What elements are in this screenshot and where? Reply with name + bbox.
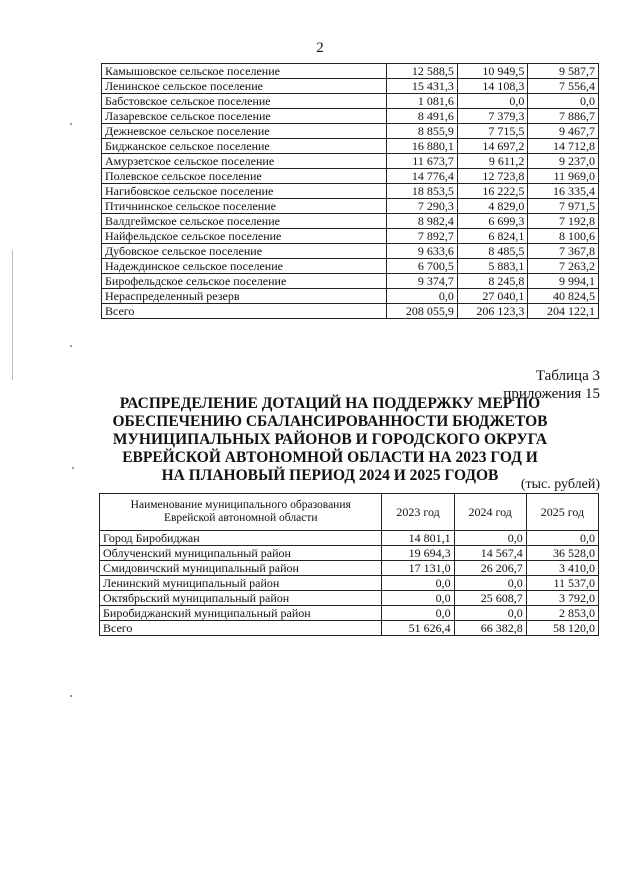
cell-value: 14 697,2 — [457, 139, 528, 154]
cell-value: 7 290,3 — [387, 199, 458, 214]
cell-value: 206 123,3 — [457, 304, 528, 319]
cell-value: 36 528,0 — [526, 546, 598, 561]
cell-name: Ленинское сельское поселение — [102, 79, 387, 94]
header-municipality-line1: Наименование муниципального образования — [130, 499, 351, 511]
cell-value: 0,0 — [454, 576, 526, 591]
cell-name: Октябрьский муниципальный район — [100, 591, 382, 606]
table-row — [100, 546, 599, 561]
cell-name: Ленинский муниципальный район — [100, 576, 382, 591]
cell-name: Дубовское сельское поселение — [102, 244, 387, 259]
cell-name: Бабстовское сельское поселение — [102, 94, 387, 109]
table-row — [102, 184, 599, 199]
cell-name: Нагибовское сельское поселение — [102, 184, 387, 199]
title-line: НА ПЛАНОВЫЙ ПЕРИОД 2024 И 2025 ГОДОВ — [161, 467, 499, 484]
cell-name: Биджанское сельское поселение — [102, 139, 387, 154]
cell-value: 7 892,7 — [387, 229, 458, 244]
cell-value: 0,0 — [526, 531, 598, 546]
cell-value: 16 222,5 — [457, 184, 528, 199]
cell-value: 14 801,1 — [382, 531, 454, 546]
cell-name: Дежневское сельское поселение — [102, 124, 387, 139]
cell-value: 7 379,3 — [457, 109, 528, 124]
table-row — [102, 124, 599, 139]
cell-value: 18 853,5 — [387, 184, 458, 199]
cell-name: Всего — [100, 621, 382, 636]
cell-value: 27 040,1 — [457, 289, 528, 304]
header-2024: 2024 год — [454, 494, 526, 531]
header-municipality — [100, 494, 382, 531]
cell-name: Камышовское сельское поселение — [102, 64, 387, 79]
title-line: МУНИЦИПАЛЬНЫХ РАЙОНОВ И ГОРОДСКОГО ОКРУГА — [112, 431, 548, 448]
cell-value: 7 556,4 — [528, 79, 599, 94]
cell-value: 17 131,0 — [382, 561, 454, 576]
title-line: ОБЕСПЕЧЕНИЮ СБАЛАНСИРОВАННОСТИ БЮДЖЕТОВ — [112, 413, 548, 430]
cell-value: 0,0 — [382, 591, 454, 606]
cell-value: 9 587,7 — [528, 64, 599, 79]
cell-value: 25 608,7 — [454, 591, 526, 606]
table-row — [100, 591, 599, 606]
cell-value: 16 335,4 — [528, 184, 599, 199]
header-2025: 2025 год — [526, 494, 598, 531]
cell-value: 0,0 — [528, 94, 599, 109]
subsidies-table — [99, 493, 599, 636]
cell-value: 0,0 — [457, 94, 528, 109]
cell-value: 0,0 — [454, 606, 526, 621]
cell-value: 51 626,4 — [382, 621, 454, 636]
cell-value: 3 410,0 — [526, 561, 598, 576]
scan-speck — [70, 123, 72, 125]
cell-value: 2 853,0 — [526, 606, 598, 621]
table-row — [100, 576, 599, 591]
table-row — [102, 274, 599, 289]
cell-value: 40 824,5 — [528, 289, 599, 304]
table-row — [102, 289, 599, 304]
table-caption-line2: приложения 15 — [503, 386, 600, 402]
cell-value: 204 122,1 — [528, 304, 599, 319]
table-row — [102, 79, 599, 94]
cell-value: 1 081,6 — [387, 94, 458, 109]
cell-value: 11 969,0 — [528, 169, 599, 184]
table-header-row — [100, 494, 599, 531]
table-row — [100, 531, 599, 546]
cell-value: 16 880,1 — [387, 139, 458, 154]
cell-name: Полевское сельское поселение — [102, 169, 387, 184]
scan-speck — [70, 695, 72, 697]
cell-value: 7 715,5 — [457, 124, 528, 139]
table-row — [100, 606, 599, 621]
cell-value: 6 700,5 — [387, 259, 458, 274]
header-municipality-line2: Еврейской автономной области — [163, 512, 318, 524]
cell-value: 7 971,5 — [528, 199, 599, 214]
cell-name: Птичнинское сельское поселение — [102, 199, 387, 214]
cell-name: Найфельдское сельское поселение — [102, 229, 387, 244]
cell-value: 8 100,6 — [528, 229, 599, 244]
cell-value: 9 467,7 — [528, 124, 599, 139]
cell-value: 9 374,7 — [387, 274, 458, 289]
scan-speck — [70, 345, 72, 347]
page-number: 2 — [316, 40, 324, 56]
cell-value: 10 949,5 — [457, 64, 528, 79]
cell-value: 9 611,2 — [457, 154, 528, 169]
cell-value: 12 588,5 — [387, 64, 458, 79]
cell-value: 8 491,6 — [387, 109, 458, 124]
table-row — [102, 154, 599, 169]
cell-name: Смидовичский муниципальный район — [100, 561, 382, 576]
cell-value: 7 886,7 — [528, 109, 599, 124]
cell-value: 208 055,9 — [387, 304, 458, 319]
table-row — [102, 259, 599, 274]
table-row — [102, 304, 599, 319]
cell-value: 12 723,8 — [457, 169, 528, 184]
cell-value: 14 567,4 — [454, 546, 526, 561]
section-title — [80, 395, 580, 485]
cell-value: 8 855,9 — [387, 124, 458, 139]
cell-name: Всего — [102, 304, 387, 319]
table-row — [102, 214, 599, 229]
cell-value: 8 245,8 — [457, 274, 528, 289]
cell-value: 14 108,3 — [457, 79, 528, 94]
cell-value: 9 633,6 — [387, 244, 458, 259]
cell-value: 14 712,8 — [528, 139, 599, 154]
table-row — [100, 621, 599, 636]
cell-value: 0,0 — [382, 606, 454, 621]
cell-value: 11 537,0 — [526, 576, 598, 591]
table-row — [102, 199, 599, 214]
cell-value: 8 982,4 — [387, 214, 458, 229]
unit-note: (тыс. рублей) — [520, 477, 600, 492]
cell-value: 3 792,0 — [526, 591, 598, 606]
cell-value: 14 776,4 — [387, 169, 458, 184]
table-row — [100, 561, 599, 576]
cell-value: 0,0 — [454, 531, 526, 546]
cell-name: Биробиджанский муниципальный район — [100, 606, 382, 621]
cell-name: Город Биробиджан — [100, 531, 382, 546]
cell-name: Валдгеймское сельское поселение — [102, 214, 387, 229]
cell-value: 66 382,8 — [454, 621, 526, 636]
cell-value: 15 431,3 — [387, 79, 458, 94]
cell-name: Бирофельдское сельское поселение — [102, 274, 387, 289]
cell-value: 4 829,0 — [457, 199, 528, 214]
cell-value: 19 694,3 — [382, 546, 454, 561]
title-line: РАСПРЕДЕЛЕНИЕ ДОТАЦИЙ НА ПОДДЕРЖКУ МЕР ПО — [119, 395, 541, 412]
title-line: ЕВРЕЙСКОЙ АВТОНОМНОЙ ОБЛАСТИ НА 2023 ГОД И — [122, 449, 538, 466]
table-row — [102, 139, 599, 154]
cell-value: 9 237,0 — [528, 154, 599, 169]
scan-margin-line — [12, 250, 13, 380]
cell-value: 7 192,8 — [528, 214, 599, 229]
cell-value: 7 263,2 — [528, 259, 599, 274]
cell-value: 26 206,7 — [454, 561, 526, 576]
header-2023: 2023 год — [382, 494, 454, 531]
table-row — [102, 229, 599, 244]
table-row — [102, 244, 599, 259]
table-row — [102, 169, 599, 184]
cell-value: 6 824,1 — [457, 229, 528, 244]
cell-name: Нераспределенный резерв — [102, 289, 387, 304]
cell-name: Лазаревское сельское поселение — [102, 109, 387, 124]
settlements-table — [101, 63, 599, 319]
cell-name: Облученский муниципальный район — [100, 546, 382, 561]
cell-value: 5 883,1 — [457, 259, 528, 274]
table-caption-line1: Таблица 3 — [535, 368, 600, 384]
cell-name: Надеждинское сельское поселение — [102, 259, 387, 274]
scan-speck — [72, 467, 74, 469]
table-row — [102, 94, 599, 109]
cell-value: 0,0 — [382, 576, 454, 591]
table-row — [102, 64, 599, 79]
cell-value: 11 673,7 — [387, 154, 458, 169]
table-row — [102, 109, 599, 124]
cell-value: 0,0 — [387, 289, 458, 304]
cell-name: Амурзетское сельское поселение — [102, 154, 387, 169]
cell-value: 9 994,1 — [528, 274, 599, 289]
cell-value: 7 367,8 — [528, 244, 599, 259]
cell-value: 6 699,3 — [457, 214, 528, 229]
cell-value: 58 120,0 — [526, 621, 598, 636]
cell-value: 8 485,5 — [457, 244, 528, 259]
